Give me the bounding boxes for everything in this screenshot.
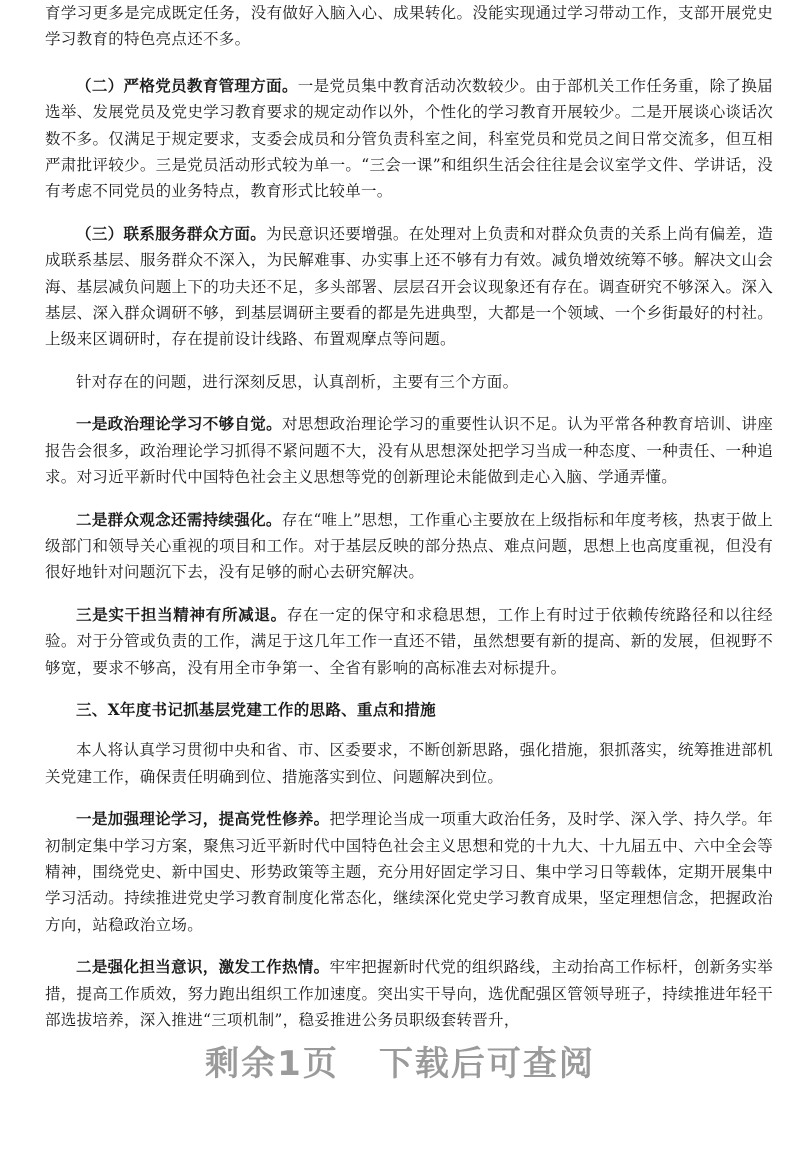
paragraph-reflection-intro: 针对存在的问题，进行深刻反思，认真剖析，主要有三个方面。	[76, 372, 519, 391]
paragraph-practical-spirit	[45, 602, 773, 681]
paragraph-continued: 育学习更多是完成既定任务，没有做好入脑入心、成果转化。没能实现通过学习带动工作，支部开展党史学习教育的特色亮点还不多。	[45, 4, 773, 49]
paragraph-body: 一是党员集中教育活动次数较少。由于部机关工作任务重，除了换届选举、发展党员及党史学习教育要求的规定动作以外，个性化的学习教育开展较少。二是开展谈心谈话次数不多。仅满足于规定要求，支委会成员和分管负责科室之间，科室党员和党员之间日常交流多，但互相严肃批评较少。三是党员活动形式较为单一。“三会一课”和组织生活会往往是会议室学文件、学讲话，没有考虑不同党员的业务特点，教育形式比较单一。	[45, 76, 773, 201]
paragraph-body: 把学理论当成一项重大政治任务，及时学、深入学、持久学。年初制定集中学习方案，聚焦习近平新时代中国特色社会主义思想和党的十九大、十九届五中、六中全会等精神，围绕党史、新中国史、形势政策等主题，充分用好固定学习日、集中学习日等载体，定期开展集中学习活动。持续推进党史学习教育制度化常态化，继续深化党史学习教育成果，坚定理想信念，把握政治方向，站稳政治立场。	[45, 810, 773, 934]
paragraph-body: 存在一定的保守和求稳思想，工作上有时过于依赖传统路径和以往经验。对于分管或负责的工作，满足于这几年工作一直还不错，虽然想要有新的提高、新的发展，但视野不够宽，要求不够高，没有用全市争第一、全省有影响的高标准去对标提升。	[45, 605, 773, 677]
paragraph-lead: （二）严格党员教育管理方面。	[76, 75, 298, 95]
download-to-view-text: 下载后可查阅	[378, 1044, 595, 1084]
paragraph-body: 对思想政治理论学习的重要性认识不足。认为平常各种教育培训、讲座报告会很多，政治理论学习抓得不紧问题不大，没有从思想深处把学习当成一种态度、一种责任、一种追求。对习近平新时代中国特色社会主义思想等党的创新理论未能做到走心入脑、学通弄懂。	[45, 415, 773, 487]
paragraph-strengthen-theory	[45, 806, 773, 938]
section-heading: 三、X年度书记抓基层党建工作的思路、重点和措施	[76, 699, 436, 719]
paragraph-lead: 三是实干担当精神有所减退。	[76, 604, 287, 624]
download-notice-banner	[0, 1036, 800, 1085]
remaining-pages-text: 剩余1页	[205, 1044, 339, 1084]
paragraph-body: 存在“唯上”思想，工作重心主要放在上级指标和年度考核，热衷于做上级部门和领导关心重视的项目和工作。对于基层反映的部分热点、难点问题，思想上也高度重视，但没有很好地针对问题沉下去，没有足够的耐心去研究解决。	[45, 510, 774, 582]
paragraph-lead: 一是加强理论学习，提高党性修养。	[76, 809, 330, 829]
paragraph-lead: 一是政治理论学习不够自觉。	[76, 414, 282, 434]
paragraph-commitment: 本人将认真学习贯彻中央和省、市、区委要求，不断创新思路，强化措施，狠抓落实，统筹推进部机关党建工作，确保责任明确到位、措施落实到位、问题解决到位。	[45, 741, 773, 786]
paragraph-responsibility	[45, 954, 773, 1033]
paragraph-lead: 二是群众观念还需持续强化。	[76, 509, 282, 529]
paragraph-theory-study	[45, 411, 773, 490]
document-page	[45, 0, 773, 1033]
paragraph-body: 为民意识还要增强。在处理对上负责和对群众负责的关系上尚有偏差，造成联系基层、服务群众不深入，为民解难事、办实事上还不够有力有效。减负增效统筹不够。解决文山会海、基层减负问题上下的功夫还不足，多头部署、层层召开会议现象还有存在。调查研究不够深入。深入基层、深入群众调研不够，到基层调研主要看的都是先进典型，大都是一个领域、一个乡街最好的村社。上级来区调研时，存在提前设计线路、布置观摩点等问题。	[45, 224, 773, 349]
paragraph-body: 牢牢把握新时代党的组织路线，主动抬高工作标杆，创新务实举措，提高工作质效，努力跑出组织工作加速度。突出实干导向，选优配强区管领导班子，持续推进年轻干部选拔培养，深入推进“三项机制”，稳妥推进公务员职级套转晋升，	[45, 958, 773, 1029]
paragraph-lead: 二是强化担当意识，激发工作热情。	[76, 957, 330, 977]
paragraph-lead: （三）联系服务群众方面。	[76, 223, 267, 243]
paragraph-mass-concept	[45, 507, 773, 586]
paragraph-party-member-management	[45, 73, 773, 205]
paragraph-serve-masses	[45, 221, 773, 353]
